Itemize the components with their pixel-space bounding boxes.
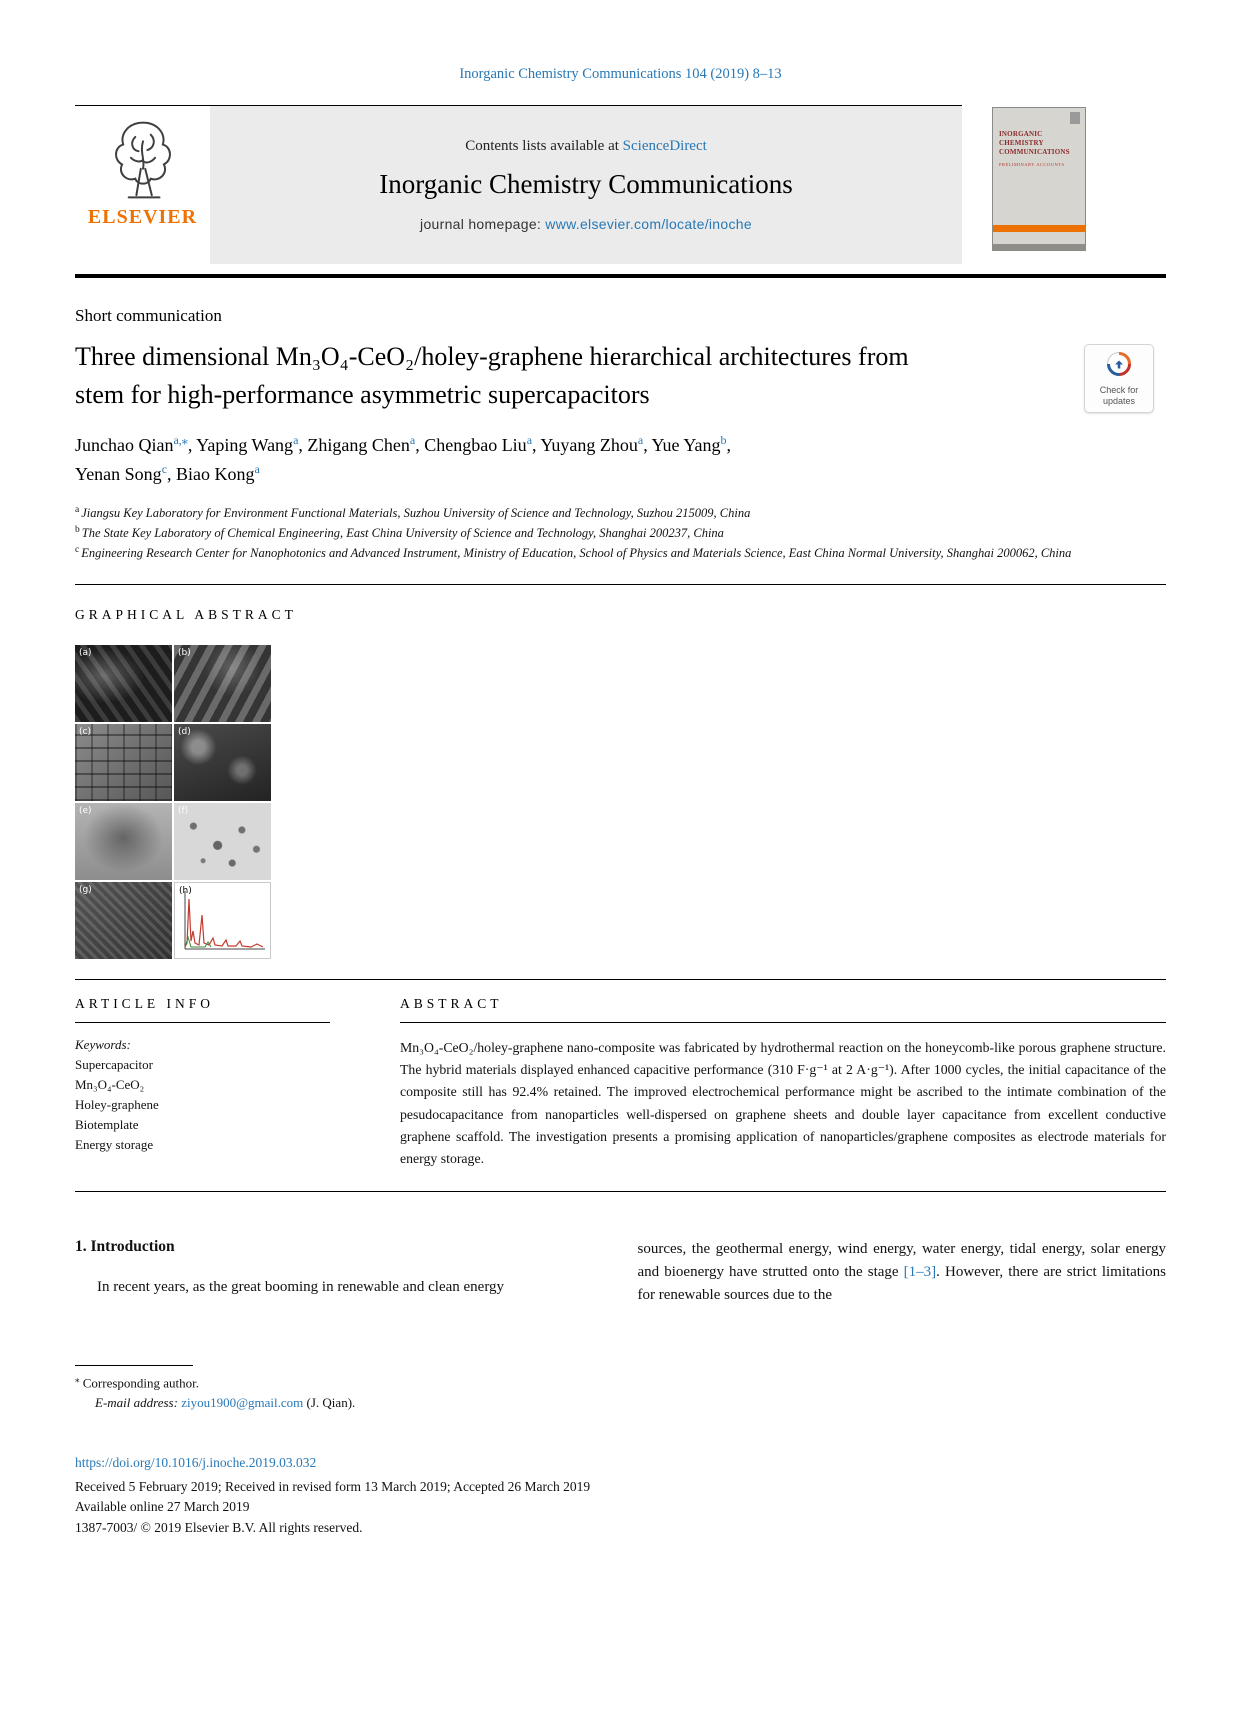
- imprint-block: [75, 1453, 1166, 1538]
- panel-label: (e): [79, 805, 92, 816]
- paragraph-text: . However, there are strict limitations for renewable sources due to the: [637, 1263, 1166, 1304]
- author: [424, 435, 540, 455]
- introduction-paragraph-continued: [638, 1238, 1167, 1308]
- author-name[interactable]: Yuyang Zhou: [540, 435, 638, 456]
- author-separator: ,: [726, 435, 732, 456]
- author-name[interactable]: Zhigang Chen: [307, 435, 410, 456]
- affiliation-marker: a: [75, 505, 80, 516]
- cover-title: INORGANIC CHEMISTRY COMMUNICATIONS: [999, 130, 1070, 156]
- affiliation-marker: c: [75, 545, 80, 556]
- journal-first-page: [0, 66, 1241, 1538]
- affiliation-list: [75, 503, 1166, 563]
- keyword: Biotemplate: [75, 1117, 139, 1133]
- author-affiliation-sup[interactable]: a: [526, 433, 533, 448]
- ga-panel-sem-b: [174, 645, 271, 722]
- journal-title: Inorganic Chemistry Communications: [379, 169, 793, 199]
- cover-orange-band: [993, 225, 1085, 232]
- graphical-abstract-heading: GRAPHICAL ABSTRACT: [75, 606, 297, 622]
- author: [75, 464, 176, 484]
- elsevier-wordmark: ELSEVIER: [87, 206, 198, 228]
- ga-panel-sem-a: [75, 645, 172, 722]
- panel-label: (h): [179, 885, 192, 896]
- corresponding-author-text: Corresponding author.: [82, 1375, 200, 1391]
- author-separator: ,: [167, 464, 177, 485]
- author-affiliation-sup[interactable]: a: [409, 433, 416, 448]
- header-left-group: [75, 105, 962, 264]
- author-affiliation-sup[interactable]: a: [293, 433, 299, 448]
- available-online: Available online 27 March 2019: [75, 1499, 250, 1515]
- affiliation-text: Jiangsu Key Laboratory for Environment Functional Materials, Suzhou University of Science and Technology, Suzhou 215009, China: [81, 506, 751, 521]
- homepage-line: [420, 216, 752, 232]
- main-text: [75, 1238, 1166, 1308]
- check-for-updates-badge[interactable]: [1084, 344, 1154, 413]
- author: [540, 435, 651, 455]
- ga-panel-eds-spectrum-h: [174, 882, 271, 959]
- keyword: Supercapacitor: [75, 1056, 153, 1072]
- author-affiliation-sup[interactable]: b: [720, 433, 727, 448]
- keyword: Energy storage: [75, 1137, 154, 1153]
- author-affiliation-sup[interactable]: c: [161, 462, 168, 477]
- author-name[interactable]: Yue Yang: [651, 435, 721, 456]
- contents-text: Contents lists available at: [465, 138, 623, 154]
- affiliation-text: The State Key Laboratory of Chemical Engineering, East China University of Science and Technology, Shanghai 200237, China: [81, 526, 724, 541]
- author-name[interactable]: Yenan Song: [75, 464, 162, 485]
- author-affiliation-sup[interactable]: a,⁎: [173, 433, 188, 448]
- abstract-column: [400, 996, 1166, 1171]
- ga-panel-tem-e: [75, 803, 172, 880]
- introduction-heading: 1. Introduction: [75, 1237, 175, 1255]
- title-row: [75, 338, 1166, 413]
- author-separator: ,: [643, 435, 652, 456]
- panel-label: (c): [79, 726, 91, 737]
- author-name[interactable]: Biao Kong: [176, 464, 255, 485]
- doi-link[interactable]: https://doi.org/10.1016/j.inoche.2019.03.032: [75, 1454, 317, 1470]
- section-divider: [75, 584, 1166, 585]
- abstract-text: Mn₃O₄-CeO₂/holey-graphene nano-composite was fabricated by hydrothermal reaction on the honeycomb-like porous graphene structure. The hybrid materials displayed enhanced capacitive performance (310 F·g⁻¹ at 2 A·g⁻¹). After 1000 cycles, the initial capacitance of the composite still has 92.4% retained. The improved electrochemical performance might be ascribed to the intimate combination of the pesudocapacitance from nanoparticles well-dispersed on graphene sheets and double layer capacitance from excellent conductive graphene scaffold. The investigation presents a promising application of nanoparticles/graphene composites as electrode materials for energy storage.: [400, 1039, 1166, 1167]
- panel-label: (a): [79, 647, 92, 658]
- author-separator: ,: [532, 435, 541, 456]
- left-column: [75, 1238, 604, 1308]
- crossmark-icon: [1106, 364, 1132, 381]
- homepage-label: journal homepage:: [420, 216, 546, 232]
- elsevier-tree-icon: [104, 116, 182, 204]
- article-info-column: [75, 996, 330, 1171]
- journal-header: [75, 105, 1166, 264]
- author: [652, 435, 732, 455]
- author-separator: ,: [415, 435, 425, 456]
- author-separator: ,: [187, 435, 197, 456]
- elsevier-logo[interactable]: [75, 106, 210, 264]
- paragraph-text: sources, the geothermal energy, wind energy, water energy, tidal energy, solar energy and bioenergy have strutted onto the stage: [637, 1240, 1166, 1280]
- email-suffix: (J. Qian).: [303, 1395, 356, 1411]
- journal-banner: [210, 106, 962, 264]
- citation-ref-link[interactable]: [1–3]: [903, 1263, 937, 1280]
- corresponding-author-note: [75, 1373, 1166, 1393]
- section-divider: [75, 979, 1166, 980]
- eds-spectrum-icon: [175, 945, 270, 962]
- email-line: [95, 1393, 1166, 1413]
- heading-rule: [75, 1022, 330, 1023]
- info-abstract-section: [75, 996, 1166, 1171]
- received-dates: Received 5 February 2019; Received in revised form 13 March 2019; Accepted 26 March 2019: [75, 1479, 591, 1495]
- author-affiliation-sup[interactable]: a: [254, 462, 260, 477]
- article-type: Short communication: [75, 306, 222, 325]
- affiliation-marker: b: [75, 525, 80, 536]
- panel-label: (f): [178, 805, 189, 816]
- author: [307, 435, 424, 455]
- cover-bottom-band: [993, 244, 1085, 250]
- panel-label: (d): [178, 726, 191, 737]
- panel-label: (g): [79, 884, 92, 895]
- author: [196, 435, 307, 455]
- heading-rule: [400, 1022, 1166, 1023]
- author-name[interactable]: Yaping Wang: [196, 435, 294, 456]
- cover-subtitle: PRELIMINARY ACCOUNTS: [999, 162, 1065, 167]
- journal-homepage-link[interactable]: www.elsevier.com/locate/inoche: [545, 216, 752, 232]
- article-title: Three dimensional Mn₃O₄-CeO₂/holey-graphene hierarchical architectures from stem for high-performance asymmetric supercapacitors: [75, 342, 909, 409]
- email-label: E-mail address:: [95, 1395, 178, 1411]
- cover-publisher-mark-icon: [1070, 112, 1080, 124]
- contents-line: [465, 138, 707, 155]
- email-link[interactable]: ziyou1900@gmail.com: [181, 1395, 304, 1411]
- copyright-line: 1387-7003/ © 2019 Elsevier B.V. All rights reserved.: [75, 1519, 363, 1535]
- author-separator: ,: [298, 435, 308, 456]
- keyword: Holey-graphene: [75, 1096, 159, 1112]
- affiliation: [75, 523, 1166, 543]
- article-info-heading: ARTICLE INFO: [75, 995, 215, 1011]
- keyword: Mn₃O₄-CeO₂: [75, 1076, 145, 1092]
- header-divider: [75, 274, 1166, 278]
- affiliation: [75, 503, 1166, 523]
- ga-panel-hrtem-g: [75, 882, 172, 959]
- abstract-heading: ABSTRACT: [400, 995, 503, 1011]
- check-badge-label: Check for updates: [1099, 385, 1139, 406]
- author: [176, 464, 260, 484]
- keywords-label: Keywords:: [75, 1036, 131, 1052]
- footnote-star: ⁎: [75, 1374, 80, 1385]
- author-affiliation-sup[interactable]: a: [637, 433, 644, 448]
- author-name[interactable]: Junchao Qian: [75, 435, 174, 456]
- author-name[interactable]: Chengbao Liu: [424, 435, 527, 456]
- ga-panel-tem-f: [174, 803, 271, 880]
- right-column: [638, 1238, 1167, 1308]
- affiliation: [75, 543, 1166, 563]
- author-list: [75, 431, 1166, 489]
- affiliation-text: Engineering Research Center for Nanophotonics and Advanced Instrument, Ministry of Education, School of Physics and Materials Science, East China Normal University, Shanghai 200062, China: [81, 546, 1072, 561]
- author: [75, 435, 196, 455]
- introduction-paragraph: In recent years, as the great booming in renewable and clean energy: [97, 1278, 505, 1295]
- graphical-abstract-figure: [75, 645, 271, 959]
- sciencedirect-link[interactable]: ScienceDirect: [622, 138, 707, 154]
- journal-cover-thumbnail[interactable]: [992, 107, 1086, 251]
- panel-label: (b): [178, 647, 191, 658]
- ga-panel-sem-c: [75, 724, 172, 801]
- footnote-block: [75, 1365, 1166, 1412]
- ga-panel-sem-d: [174, 724, 271, 801]
- footnote-rule: [75, 1365, 193, 1366]
- section-divider: [75, 1191, 1166, 1192]
- journal-citation: Inorganic Chemistry Communications 104 (2019) 8–13: [459, 66, 782, 82]
